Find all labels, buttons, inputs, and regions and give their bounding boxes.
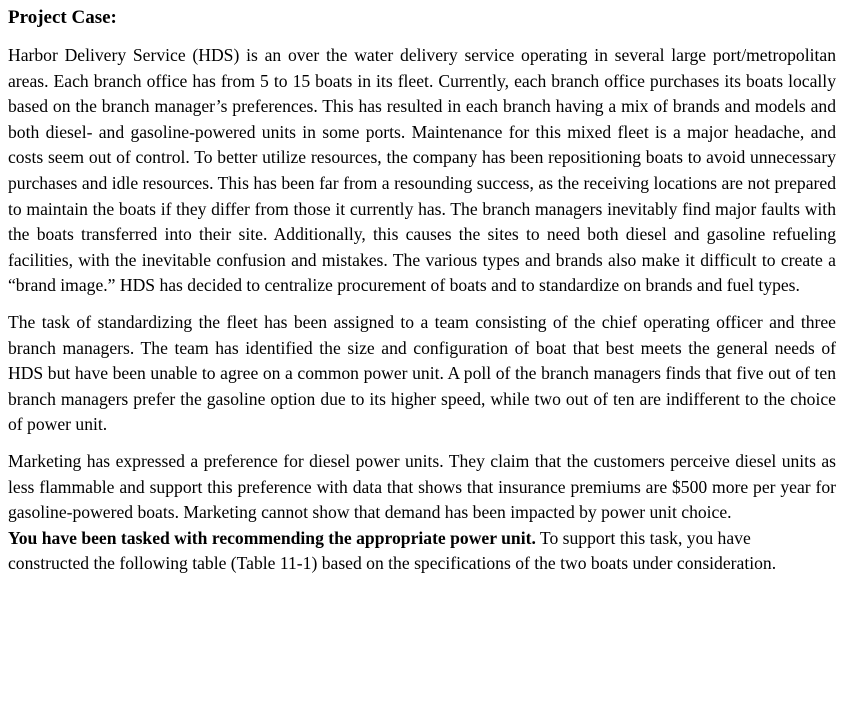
document	[8, 0, 836, 577]
paragraph-team: The task of standardizing the fleet has been assigned to a team consisting of the chief operating officer and three branch managers. The team has identified the size and configuration of boat that best meets the general needs of HDS but have been unable to agree on a common power unit. A poll of the branch managers finds that five out of ten branch managers prefer the gasoline option due to its higher speed, while two out of ten are indifferent to the choice of power unit.	[8, 311, 836, 435]
task-statement-rest: To support this task, you have constructed the following table (Table 11-1) based on the specifications of the two boats under consideration.	[8, 527, 777, 574]
paragraph-background: Harbor Delivery Service (HDS) is an over the water delivery service operating in several large port/metropolitan areas. Each branch office has from 5 to 15 boats in its fleet. Currently, each branch office purchases its boats locally based on the branch manager’s preferences. This has resulted in each branch having a mix of brands and models and both diesel- and gasoline-powered units in some ports. Maintenance for this mixed fleet is a major headache, and costs seem out of control. To better utilize resources, the company has been repositioning boats to avoid unnecessary purchases and idle resources. This has been far from a resounding success, as the receiving locations are not prepared to maintain the boats if they differ from those it currently has. The branch managers inevitably find major faults with the boats transferred into their site. Additionally, this causes the sites to need both diesel and gasoline refueling facilities, with the inevitable confusion and mistakes. The various types and brands also make it difficult to create a “brand image.” HDS has decided to centralize procurement of boats and to standardize on brands and fuel types.	[8, 45, 836, 296]
paragraph-marketing: Marketing has expressed a preference for diesel power units. They claim that the customers perceive diesel units as less flammable and support this preference with data that shows that insurance premiums are $500 more per year for gasoline-powered boats. Marketing cannot show that demand has been impacted by power unit choice.	[8, 450, 836, 523]
paragraph-task	[8, 526, 836, 577]
section-heading: Project Case:	[8, 7, 117, 28]
task-statement-bold: You have been tasked with recommending the appropriate power unit.	[8, 527, 536, 548]
